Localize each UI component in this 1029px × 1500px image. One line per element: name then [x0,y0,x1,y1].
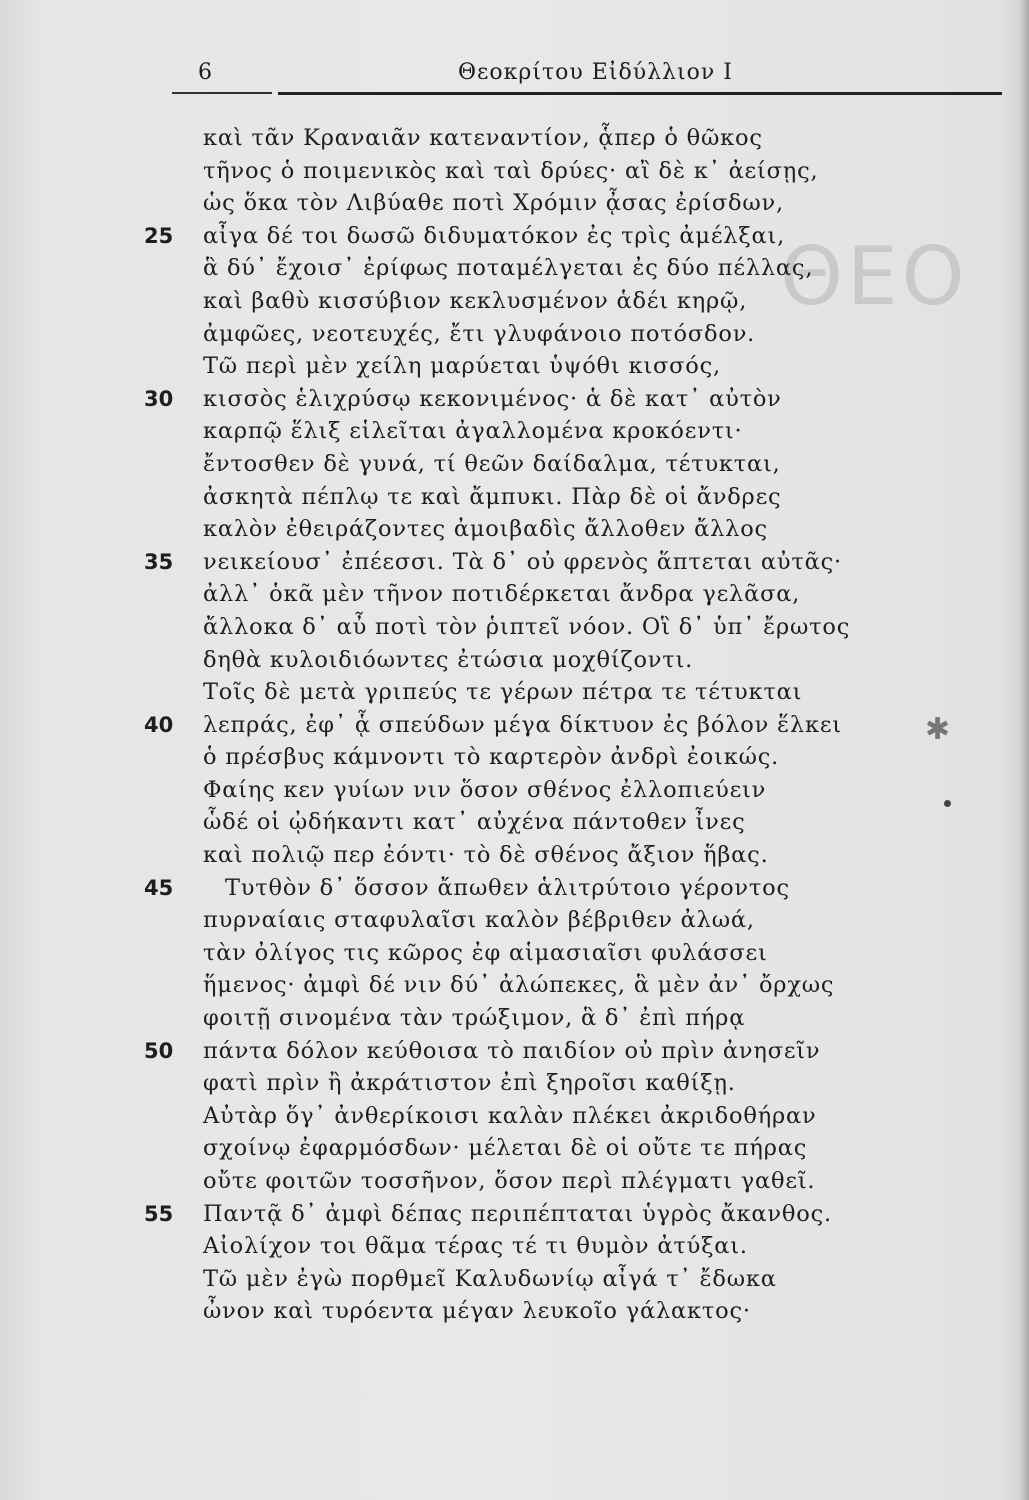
line-number: 30 [144,386,174,411]
verse-line [0,676,1029,709]
verse-text: πυρναίαις σταφυλαῖσι καλὸν βέβριθεν ἀλωά, [203,907,755,934]
verse-line [0,220,1029,253]
verse-line [0,806,1029,839]
verse-text: οὔτε φοιτῶν τοσσῆνον, ὅσον περὶ πλέγματι γαθεῖ. [203,1168,816,1194]
verse-text: Τῶ περὶ μὲν χείλη μαρύεται ὑψόθι κισσός, [203,353,721,380]
verse-line [0,155,1029,188]
verse-line [0,578,1029,611]
verse-line [0,546,1029,579]
verse-text: ὧδέ οἱ ᾠδήκαντι κατ᾽ αὐχένα πάντοθεν ἶνες [203,809,746,836]
verse-text: φοιτῇ σινομένα τὰν τρώξιμον, ἃ δ᾽ ἐπὶ πήρᾳ [203,1005,746,1032]
verse-text: δηθὰ κυλοιδιόωντες ἐτώσια μοχθίζοντι. [203,646,694,673]
verse-text: Παντᾷ δ᾽ ἀμφὶ δέπας περιπέπταται ὑγρὸς ἄκανθος. [203,1200,832,1227]
verse-text: Φαίης κεν γυίων νιν ὅσον σθένος ἐλλοπιεύειν [203,776,767,803]
verse-text: κισσὸς ἑλιχρύσῳ κεκονιμένος· ἁ δὲ κατ᾽ αὐτὸν [203,385,782,412]
verse-line [0,937,1029,970]
verse-text: Τοῖς δὲ μετὰ γριπεύς τε γέρων πέτρα τε τέτυκται [203,679,803,706]
verse-line [0,774,1029,807]
line-number: 35 [144,549,174,574]
verse-line [0,383,1029,416]
page-number: 6 [198,60,212,85]
page-header [172,58,1002,98]
verse-line [0,644,1029,677]
verse-line [0,611,1029,644]
verse-text: ἀσκητὰ πέπλῳ τε καὶ ἄμπυκι. Πὰρ δὲ οἱ ἄνδρες [203,483,782,510]
verse-text: Τυτθὸν δ᾽ ὅσσον ἄπωθεν ἁλιτρύτοιο γέροντος [225,874,790,901]
line-number: 55 [144,1201,174,1226]
verse-text: καὶ τᾶν Κραναιᾶν κατεναντίον, ᾇπερ ὁ θῶκος [203,125,763,151]
verse-text: ὡς ὅκα τὸν Λιβύαθε ποτὶ Χρόμιν ᾆσας ἐρίσδων, [203,190,784,217]
verse-line [0,513,1029,546]
verse-text: τὰν ὀλίγος τις κῶρος ἐφ αἱμασιαῖσι φυλάσσει [203,939,768,966]
verse-text: καρπῷ ἕλιξ εἱλεῖται ἀγαλλομένα κροκόεντι· [203,418,743,445]
running-title: Θεοκρίτου Εἰδύλλιον Ι [458,60,733,85]
verse-text: ἄλλοκα δ᾽ αὖ ποτὶ τὸν ῥιπτεῖ νόον. Οἳ δ᾽ ὑπ᾽ ἔρωτος [203,613,851,640]
verse-line [0,415,1029,448]
header-rule-right [278,92,1002,95]
line-number: 50 [144,1038,174,1063]
verse-text: ἃ δύ᾽ ἔχοισ᾽ ἐρίφως ποταμέλγεται ἐς δύο πέλλας, [203,255,814,282]
verse-text: ἔντοσθεν δὲ γυνά, τί θεῶν δαίδαλμα, τέτυκται, [203,450,781,477]
verse-line [0,1067,1029,1100]
verse-text: νεικείουσ᾽ ἐπέεσσι. Τὰ δ᾽ οὐ φρενὸς ἅπτεται αὐτᾶς· [203,548,842,575]
verse-text: ὁ πρέσβυς κάμνοντι τὸ καρτερὸν ἀνδρὶ ἐοικώς. [203,744,780,771]
verse-text: ἀλλ᾽ ὁκᾶ μὲν τῆνον ποτιδέρκεται ἄνδρα γελᾶσα, [203,581,801,608]
verse-line [0,709,1029,742]
verse-line [0,872,1029,905]
verse-text: καλὸν ἐθειράζοντες ἀμοιβαδὶς ἄλλοθεν ἄλλος [203,516,768,543]
verse-text: τῆνος ὁ ποιμενικὸς καὶ ταὶ δρύες· αἲ δὲ κ᾽ ἀείσῃς, [203,157,819,184]
verse-line [0,285,1029,318]
verse-line [0,1295,1029,1328]
line-number: 25 [144,223,174,248]
verse-line [0,741,1029,774]
verse-text: φατὶ πρὶν ἢ ἀκράτιστον ἐπὶ ξηροῖσι καθίξῃ. [203,1070,736,1097]
verse-text: Αἰολίχον τοι θᾶμα τέρας τέ τι θυμὸν ἀτύξαι. [203,1233,748,1260]
line-number: 45 [144,875,174,900]
verse-line [0,1002,1029,1035]
verse-block [0,122,1029,1328]
verse-text: καὶ βαθὺ κισσύβιον κεκλυσμένον ἁδέι κηρῷ, [203,287,748,314]
verse-line [0,1198,1029,1231]
verse-line [0,1263,1029,1296]
verse-line [0,318,1029,351]
verse-line [0,839,1029,872]
verse-line [0,1035,1029,1068]
verse-text: Αὐτὰρ ὅγ᾽ ἀνθερίκοισι καλὰν πλέκει ἀκριδοθήραν [203,1102,817,1129]
verse-line [0,904,1029,937]
verse-text: ὦνον καὶ τυρόεντα μέγαν λευκοῖο γάλακτος· [203,1298,751,1325]
verse-line [0,122,1029,155]
ink-smudge-mark: ✱ [925,712,951,747]
verse-text: αἶγα δέ τοι δωσῶ διδυματόκον ἐς τρὶς ἀμέλξαι, [203,222,786,249]
verse-line [0,1165,1029,1198]
verse-line [0,350,1029,383]
verse-text: Τῶ μὲν ἐγὼ πορθμεῖ Καλυδωνίῳ αἶγά τ᾽ ἔδωκα [203,1265,777,1292]
header-rule-left [172,92,272,94]
line-number: 40 [144,712,174,737]
verse-line [0,1230,1029,1263]
verse-text: πάντα δόλον κεύθοισα τὸ παιδίον οὐ πρὶν ἀνησεῖν [203,1037,821,1064]
verse-line [0,969,1029,1002]
verse-line [0,1100,1029,1133]
verse-line [0,1132,1029,1165]
verse-text: λεπράς, ἐφ᾽ ᾇ σπεύδων μέγα δίκτυον ἐς βόλον ἕλκει [203,711,842,738]
verse-text: ἥμενος· ἀμφὶ δέ νιν δύ᾽ ἀλώπεκες, ἃ μὲν ἀν᾽ ὄρχως [203,972,835,999]
verse-line [0,481,1029,514]
verse-text: καὶ πολιῷ περ ἐόντι· τὸ δὲ σθένος ἄξιον ἥβας. [203,842,769,869]
verse-text: σχοίνῳ ἐφαρμόσδων· μέλεται δὲ οἱ οὔτε τε πήρας [203,1135,808,1162]
verse-line [0,252,1029,285]
verse-line [0,187,1029,220]
verse-text: ἀμφῶες, νεοτευχές, ἔτι γλυφάνοιο ποτόσδον. [203,320,756,347]
bleed-through-ghost: ΘΕΟ [780,230,969,323]
verse-line [0,448,1029,481]
